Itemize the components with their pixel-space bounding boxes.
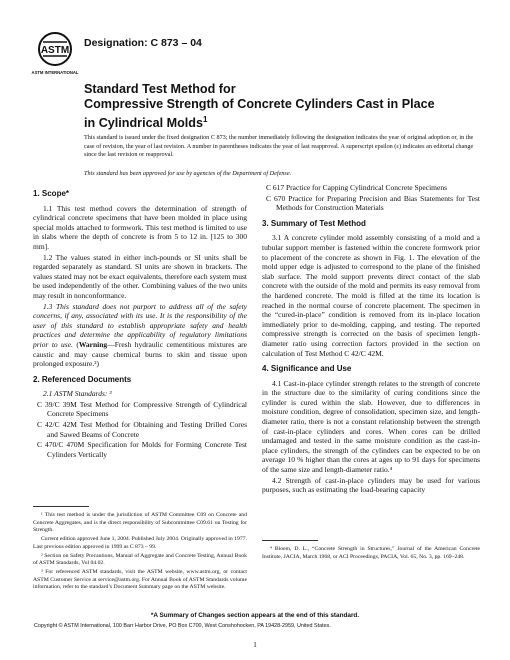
footnote-4: ⁴ Bloem, D. L., “Concrete Strength in Structures,” Journal of the American Concrete Institute, JACIA, March 1968, or ACI Proceedings, PACIA, Vol. 65, No. 3, pp. 169–248. — [262, 546, 480, 560]
svg-text:ASTM: ASTM — [40, 45, 70, 56]
left-column — [33, 183, 247, 460]
right-column — [262, 183, 480, 496]
reference-item: C 670 Practice for Preparing Precision and Bias Statements for Test Methods for Construction Materials — [266, 193, 480, 213]
title-line-2: Compressive Strength of Concrete Cylinders Cast in Place — [84, 97, 435, 111]
title-line-1: Standard Test Method for — [84, 82, 236, 96]
section-heading-scope: 1. Scope* — [33, 189, 70, 198]
footnotes-right — [262, 546, 480, 563]
copyright-line: Copyright © ASTM International, 100 Barr Harbor Drive, PO Box C700, West Conshohocken, PA 19428-2959, United States. — [34, 623, 331, 629]
reference-item: C 39/C 39M Test Method for Compressive Strength of Cylindrical Concrete Specimens — [37, 399, 247, 419]
reference-item: C 470/C 470M Specification for Molds for Forming Concrete Test Cylinders Vertically — [37, 440, 247, 459]
reference-item: C 42/C 42M Test Method for Obtaining and Testing Drilled Cores and Sawed Beams of Concrete — [37, 420, 247, 439]
designation: Designation: C 873 – 04 — [84, 37, 202, 49]
footnote-1-edition: Current edition approved June 1, 2004. Published July 2004. Originally approved in 1977. Last previous edition approved in 1999 as C 873 – 99. — [33, 536, 247, 550]
paragraph-1-3: 1.3 This standard does not purport to address all of the safety concerns, if any, associated with its use. It is the responsibility of the user of this standard to establish appropriate safety and health practices and determine the applicability of regulatory limitations prior to use. (Warning—Fresh hydraulic cementitious mixtures are caustic and may cause chemical burns to skin and tissue upon prolonged exposure.²) — [33, 301, 248, 369]
footnote-3: ³ For referenced ASTM standards, visit the ASTM website, www.astm.org, or contact ASTM Customer Service at service@astm.org. For Annual Book of ASTM Standards volume information, refer to the standard’s Document Summary page on the ASTM website. — [33, 569, 247, 590]
footnote-rule — [33, 506, 89, 507]
page-number: 1 — [253, 640, 257, 649]
astm-logo — [31, 30, 79, 76]
footnote-2: ² Section on Safety Precautions, Manual of Aggregate and Concrete Testing, Annual Book of ASTM Standards, Vol 04.02. — [33, 552, 247, 566]
paragraph-1-2: 1.2 The values stated in either inch-pounds or SI units shall be regarded separately as standard. SI units are shown in brackets. The values stated may not be exact equivalents, therefore each system must be used independently of the other. Combining values of the two units may result in nonconformance. — [33, 252, 247, 300]
section-heading-significance: 4. Significance and Use — [262, 364, 352, 374]
paragraph-1-1: 1.1 This test method covers the determination of strength of cylindrical concrete specimens that have been molded in place using special molds attached to formwork. This test method is limited to use in slabs where the depth of concrete is from 5 to 12 in. [125 to 300 mm]. — [33, 203, 247, 251]
astm-standards-label: 2.1 ASTM Standards: ³ — [43, 389, 112, 399]
title-line-3: in Cylindrical Molds$^1$ — [84, 115, 208, 131]
paragraph-4-1: 4.1 Cast-in-place cylinder strength relates to the strength of concrete in the structure due to the similarity of curing conditions since the cylinder is cured within the slab. However, due to differences in moisture condition, degree of consolidation, specimen size, and length-diameter ratio, there is not a constant relationship between the strength of cast-in-place cylinders and cores. When cores can be drilled undamaged and tested in the same moisture condition as the cast-in-place cylinders, the strength of the cylinders can be expected to be on average 10 % higher than the cores at ages up to 91 days for specimens of the same size and length-diameter ratio.⁴ — [262, 378, 480, 475]
footnote-rule — [262, 540, 318, 541]
section-heading-references: 2. Referenced Documents — [33, 374, 132, 384]
paragraph-4-2: 4.2 Strength of cast-in-place cylinders may be used for various purposes, such as estimating the load-bearing capacity — [262, 475, 480, 495]
reference-item: C 617 Practice for Capping Cylindrical Concrete Specimens — [266, 183, 447, 192]
issuance-notice: This standard is issued under the fixed designation C 873; the number immediately following the designation indicates the year of original adoption or, in the case of revision, the year of last revision. A number in parentheses indicates the year of last reapproval. A superscript epsilon (ε) indicates an editorial change since the last revision or reapproval. — [84, 134, 474, 159]
paragraph-3-1: 3.1 A concrete cylinder mold assembly consisting of a mold and a tubular support member is fastened within the concrete formwork prior to placement of the concrete as shown in Fig. 1. The elevation of the mold upper edge is adjusted to correspond to the plane of the finished slab surface. The mold support prevents direct contact of the slab concrete with the outside of the mold and permits its easy removal from the hardened concrete. The mold is filled at the time its location is reached in the normal course of concrete placement. The specimen in the “cured-in-place” condition is removed from its in-place location immediately prior to de-molding, capping, and testing. The reported compressive strength is corrected on the basis of specimen length-diameter ratio using correction factors provided in the section on calculation of Test Method C 42/C 42M. — [262, 233, 480, 358]
logo-text: ASTM INTERNATIONAL — [31, 70, 79, 75]
dod-approval-note: This standard has been approved for use by agencies of the Department of Defense. — [84, 170, 292, 177]
footnote-1: ¹ This test method is under the jurisdiction of ASTM Committee C09 on Concrete and Concrete Aggregates, and is the direct responsibility of Subcommittee C09.61 on Testing for Strength. — [33, 512, 247, 533]
section-heading-summary: 3. Summary of Test Method — [262, 218, 366, 228]
document-title — [84, 82, 484, 131]
footnotes-left — [33, 512, 247, 593]
summary-of-changes-note: *A Summary of Changes section appears at the end of this standard. — [150, 612, 360, 619]
